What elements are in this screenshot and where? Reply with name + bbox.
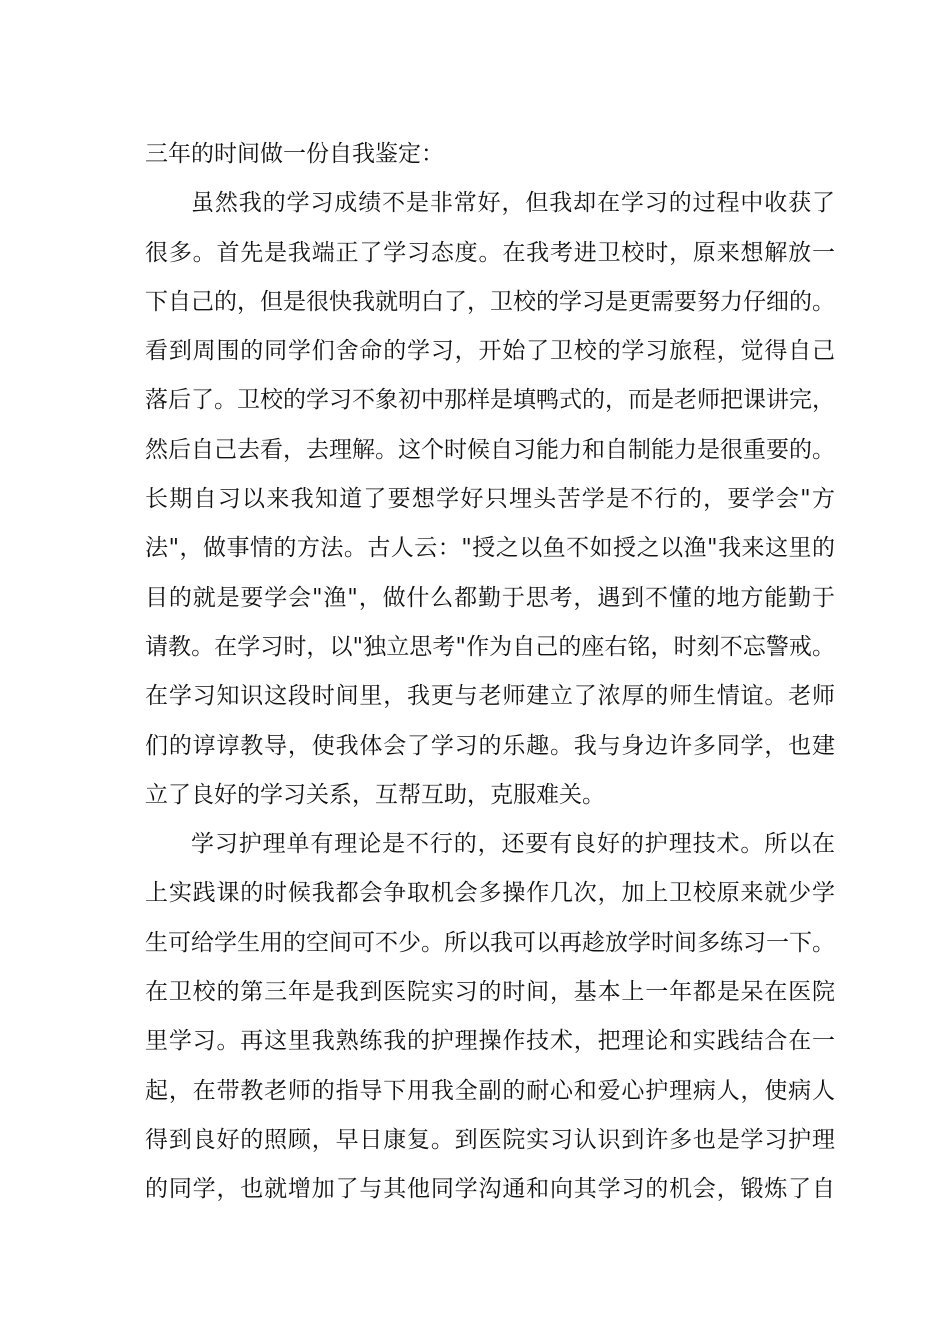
- text-line: 学习护理单有理论是不行的，还要有良好的护理技术。所以在: [191, 831, 835, 858]
- text-line: 们的谆谆教导，使我体会了学习的乐趣。我与身边许多同学，也建: [145, 732, 835, 759]
- text-line: 得到良好的照顾，早日康复。到医院实习认识到许多也是学习护理: [145, 1126, 835, 1153]
- text-line: 目的就是要学会"渔"，做什么都勤于思考，遇到不懂的地方能勤于: [145, 584, 835, 611]
- text-line: 很多。首先是我端正了学习态度。在我考进卫校时，原来想解放一: [145, 239, 835, 266]
- text-line: 立了良好的学习关系，互帮互助，克服难关。: [145, 781, 605, 808]
- text-line: 起，在带教老师的指导下用我全副的耐心和爱心护理病人，使病人: [145, 1077, 835, 1104]
- text-line: 生可给学生用的空间可不少。所以我可以再趁放学时间多练习一下。: [145, 929, 835, 956]
- text-line: 长期自习以来我知道了要想学好只埋头苦学是不行的，要学会"方: [145, 486, 835, 513]
- text-line: 请教。在学习时，以"独立思考"作为自己的座右铭，时刻不忘警戒。: [145, 633, 835, 660]
- text-line: 然后自己去看，去理解。这个时候自习能力和自制能力是很重要的。: [145, 436, 835, 463]
- text-line: 里学习。再这里我熟练我的护理操作技术，把理论和实践结合在一: [145, 1028, 835, 1055]
- text-line: 的同学，也就增加了与其他同学沟通和向其学习的机会，锻炼了自: [145, 1176, 835, 1203]
- text-line: 落后了。卫校的学习不象初中那样是填鸭式的，而是老师把课讲完，: [145, 387, 835, 414]
- text-line: 下自己的，但是很快我就明白了，卫校的学习是更需要努力仔细的。: [145, 288, 835, 315]
- text-line: 法"，做事情的方法。古人云："授之以鱼不如授之以渔"我来这里的: [145, 535, 835, 562]
- text-line: 在卫校的第三年是我到医院实习的时间，基本上一年都是呆在医院: [145, 979, 835, 1006]
- text-line: 虽然我的学习成绩不是非常好，但我却在学习的过程中收获了: [191, 190, 835, 217]
- text-line: 上实践课的时候我都会争取机会多操作几次，加上卫校原来就少学: [145, 880, 835, 907]
- text-line: 看到周围的同学们舍命的学习，开始了卫校的学习旅程，觉得自己: [145, 338, 835, 365]
- text-line: 三年的时间做一份自我鉴定：: [145, 141, 444, 167]
- document-body: [145, 130, 835, 1215]
- text-line: 在学习知识这段时间里，我更与老师建立了浓厚的师生情谊。老师: [145, 683, 835, 710]
